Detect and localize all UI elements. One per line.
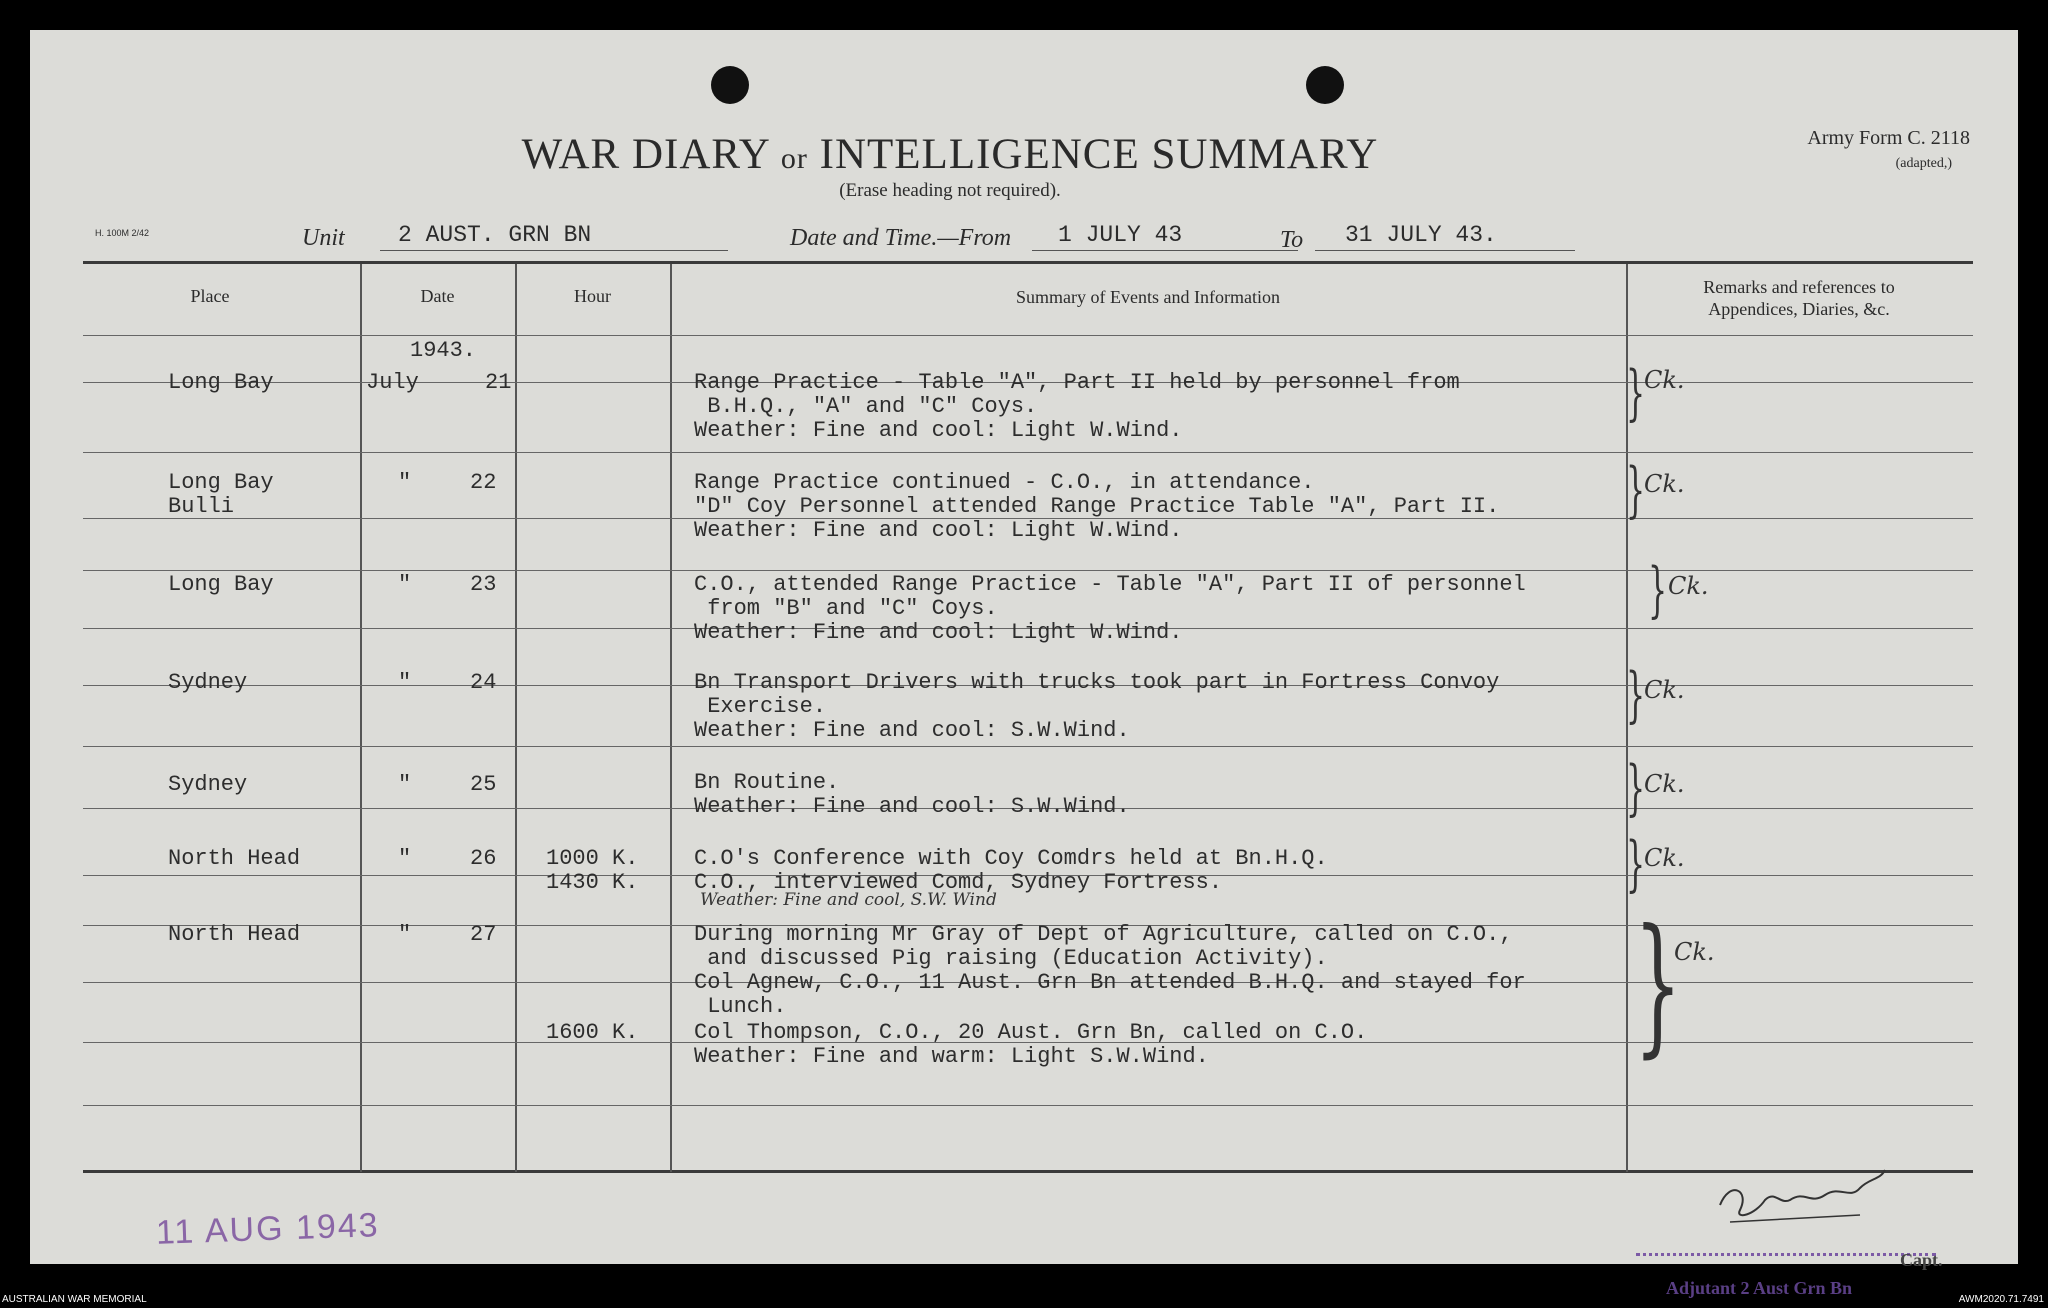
remarks-bracket: } (1626, 455, 1646, 525)
table-top-rule (83, 261, 1973, 264)
entry-place: Long Bay (168, 572, 274, 597)
entry-line: During morning Mr Gray of Dept of Agriculture, called on C.O., (694, 922, 1513, 947)
col-header-summary: Summary of Events and Information (1016, 287, 1280, 307)
entry-month: " (398, 772, 412, 797)
remarks-bracket: } (1626, 358, 1646, 428)
date-from-value: 1 JULY 43 (1032, 222, 1298, 251)
entry-line: and discussed Pig raising (Education Activity). (694, 946, 1328, 971)
remarks-bracket: } (1626, 753, 1646, 823)
page-title: WAR DIARY or INTELLIGENCE SUMMARY (521, 131, 1379, 178)
remarks-initials: Ck. (1644, 676, 1685, 704)
army-form-label: Army Form C. 2118 (adapted,) (1807, 127, 1970, 171)
entry-line: Lunch. (694, 994, 787, 1019)
date-from-label: Date and Time.—From (790, 225, 1012, 251)
year-label: 1943. (410, 338, 477, 363)
remarks-bracket: } (1648, 555, 1668, 625)
remarks-bracket: } (1634, 898, 1682, 1072)
entry-day: 23 (470, 572, 497, 597)
entry-place: Sydney (168, 772, 248, 797)
credit-right: AWM2020.71.7491 (1958, 1294, 2044, 1305)
remarks-initials: Ck. (1644, 770, 1685, 798)
entry-line: C.O's Conference with Coy Comdrs held at Bn.H.Q. (694, 846, 1328, 871)
entry-day: 26 (470, 846, 497, 871)
entry-line: Weather: Fine and cool: Light W.Wind. (694, 418, 1183, 443)
entry-line: Col Thompson, C.O., 20 Aust. Grn Bn, called on C.O. (694, 1020, 1368, 1045)
column-divider (670, 264, 672, 1172)
entry-line: C.O., interviewed Comd, Sydney Fortress. (694, 870, 1223, 895)
entry-place: North Head (168, 846, 301, 871)
remarks-initials: Ck. (1644, 844, 1685, 872)
rank-label: Capt. (1900, 1250, 1943, 1270)
column-divider (360, 264, 362, 1172)
entry-line: Weather: Fine and cool: S.W.Wind. (694, 718, 1130, 743)
entry-month: July (366, 370, 419, 395)
entry-line: Bn Routine. (694, 770, 840, 795)
entry-line: Weather: Fine and warm: Light S.W.Wind. (694, 1044, 1209, 1069)
entry-month: " (398, 470, 412, 495)
entry-day: 25 (470, 772, 497, 797)
row-rule (83, 335, 1973, 336)
remarks-initials: Ck. (1674, 938, 1715, 966)
col-header-remarks: Remarks and references to Appendices, Diaries, &c. (1703, 277, 1895, 319)
entry-place: Sydney (168, 670, 248, 695)
handwritten-weather: Weather: Fine and cool, S.W. Wind (700, 890, 997, 910)
remarks-bracket: } (1626, 829, 1646, 899)
entry-line: Weather: Fine and cool: Light W.Wind. (694, 518, 1183, 543)
date-to-value: 31 JULY 43. (1315, 222, 1575, 251)
form-code: H. 100M 2/42 (95, 228, 150, 238)
entry-place: Long Bay (168, 370, 274, 395)
entry-day: 21 (485, 370, 512, 395)
entry-line: C.O., attended Range Practice - Table "A", Part II of personnel (694, 572, 1526, 597)
row-rule (83, 746, 1973, 747)
entry-line: Weather: Fine and cool: Light W.Wind. (694, 620, 1183, 645)
entry-line: "D" Coy Personnel attended Range Practice Table "A", Part II. (694, 494, 1500, 519)
entry-month: " (398, 572, 412, 597)
entry-line: Range Practice continued - C.O., in attendance. (694, 470, 1315, 495)
col-header-date: Date (420, 286, 455, 306)
entry-month: " (398, 922, 412, 947)
entry-hour: 1600 K. (546, 1020, 639, 1045)
entry-line: Bn Transport Drivers with trucks took part in Fortress Convoy (694, 670, 1500, 695)
col-header-place: Place (190, 286, 230, 306)
entry-day: 27 (470, 922, 497, 947)
entry-month: " (398, 846, 412, 871)
punch-hole-left (711, 66, 749, 104)
page-subtitle: (Erase heading not required). (839, 180, 1061, 201)
table-bottom-rule (83, 1170, 1973, 1173)
entry-place-2: Bulli (168, 494, 235, 519)
entry-month: " (398, 670, 412, 695)
entry-place: Long Bay (168, 470, 274, 495)
date-to-label: To (1280, 227, 1304, 253)
entry-day: 22 (470, 470, 497, 495)
entry-line: Weather: Fine and cool: S.W.Wind. (694, 794, 1130, 819)
entry-line: Col Agnew, C.O., 11 Aust. Grn Bn attended B.H.Q. and stayed for (694, 970, 1526, 995)
entry-line: B.H.Q., "A" and "C" Coys. (694, 394, 1038, 419)
received-date-stamp: 11 AUG 1943 (155, 1206, 381, 1252)
unit-label: Unit (302, 225, 345, 251)
row-rule (83, 1105, 1973, 1106)
unit-value: 2 AUST. GRN BN (380, 222, 728, 251)
column-divider (515, 264, 517, 1172)
remarks-initials: Ck. (1644, 470, 1685, 498)
row-rule (83, 452, 1973, 453)
signature (1710, 1160, 1910, 1230)
remarks-bracket: } (1626, 660, 1646, 730)
remarks-initials: Ck. (1668, 572, 1709, 600)
entry-line: Range Practice - Table "A", Part II held by personnel from (694, 370, 1460, 395)
entry-line: from "B" and "C" Coys. (694, 596, 998, 621)
entry-hour: 1430 K. (546, 870, 639, 895)
adjutant-stamp: Adjutant 2 Aust Grn Bn (1666, 1278, 1853, 1298)
credit-left: AUSTRALIAN WAR MEMORIAL (2, 1294, 147, 1305)
signature-line (1636, 1253, 1936, 1256)
remarks-initials: Ck. (1644, 366, 1685, 394)
entry-day: 24 (470, 670, 497, 695)
entry-hour: 1000 K. (546, 846, 639, 871)
entry-place: North Head (168, 922, 301, 947)
col-header-hour: Hour (574, 286, 611, 306)
diary-page (30, 30, 2018, 1298)
punch-hole-right (1306, 66, 1344, 104)
row-rule (83, 570, 1973, 571)
entry-line: Exercise. (694, 694, 827, 719)
